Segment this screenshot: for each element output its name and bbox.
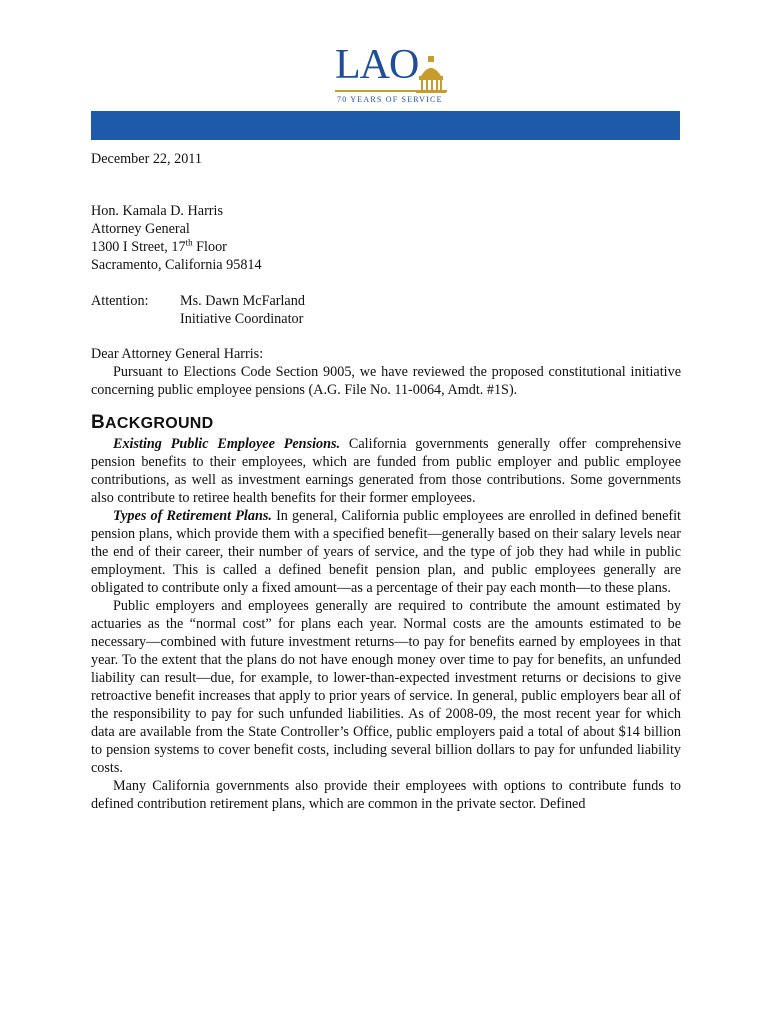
section-heading xyxy=(91,413,681,434)
paragraph-text: In general, California public employees are enrolled in defined benefit pension plans, which provide them with a specified benefit—generally based on their salary levels near the end of their career, their number of years of service, and the type of job they had while in public employment. This is called a defined benefit pension plan, and public employees generally are obligated to contribute only a fixed amount—as a percentage of their pay each month—to these plans. xyxy=(91,508,681,596)
lao-logo xyxy=(325,42,445,110)
recipient-name: Hon. Kamala D. Harris xyxy=(91,203,223,219)
logo-tagline: 70 YEARS OF SERVICE xyxy=(337,95,443,104)
recipient-title: Attorney General xyxy=(91,221,190,237)
intro-paragraph: Pursuant to Elections Code Section 9005, we have reviewed the proposed constitutional initiative concerning public employee pensions (A.G. File No. 11-0064, Amdt. #1S). xyxy=(91,364,681,398)
street-ordinal: th xyxy=(185,237,193,248)
salutation: Dear Attorney General Harris: xyxy=(91,346,264,362)
logo-wordmark: LAO xyxy=(335,42,419,88)
attention-block xyxy=(91,292,681,328)
paragraph-text: Public employers and employees generally are required to contribute the amount estimated by actuaries as the “normal cost” for plans each year. Normal costs are the amounts estimated to be necessary—combined with future investment returns—to pay for benefits earned by employees in that year. To the extent that the plans do not have enough money over time to pay for benefits, an unfunded liability can result—due, for example, to lower-than-expected investment returns or decisions to give retroactive benefit increases that apply to prior years of service. In general, public employers bear all of the responsibility to pay for such unfunded liabilities. As of 2008-09, the most recent year for which data are available from the State Controller’s Office, public employers paid a total of about $14 billion to pension systems to cover benefit costs, including several billion dollars to pay for unfunded liability costs. xyxy=(91,598,681,776)
paragraph-lead: Existing Public Employee Pensions. xyxy=(113,436,341,452)
letter-date: December 22, 2011 xyxy=(91,151,202,167)
attention-label: Attention: xyxy=(91,293,149,309)
paragraph-text: Many California governments also provide their employees with options to contribute funds to defined contribution retirement plans, which are common in the private sector. Defined xyxy=(91,778,681,812)
street-prefix: 1300 I Street, 17 xyxy=(91,239,186,255)
street-suffix: Floor xyxy=(192,239,227,255)
letter-body xyxy=(91,150,681,813)
header-bar xyxy=(91,111,680,140)
heading-rest: ACKGROUND xyxy=(105,415,214,432)
logo-rule xyxy=(335,90,447,92)
recipient-street xyxy=(91,238,681,256)
attention-title: Initiative Coordinator xyxy=(180,311,304,327)
paragraph-existing-pensions xyxy=(91,435,681,507)
attention-details xyxy=(180,292,305,328)
paragraph-contributions xyxy=(91,597,681,777)
attention-name: Ms. Dawn McFarland xyxy=(180,293,305,309)
paragraph-text: California governments generally offer comprehensive pension benefits to their employees, which are funded from public employer and public employee contributions, as well as investment earnings generated from those contributions. Some governments also contribute to retiree health benefits for their former employees. xyxy=(91,436,681,506)
recipient-city: Sacramento, California 95814 xyxy=(91,257,262,273)
paragraph-defined-contribution xyxy=(91,777,681,813)
paragraph-lead: Types of Retirement Plans. xyxy=(113,508,272,524)
paragraph-retirement-plans xyxy=(91,507,681,597)
recipient-address xyxy=(91,202,681,274)
heading-initial: B xyxy=(91,412,106,433)
